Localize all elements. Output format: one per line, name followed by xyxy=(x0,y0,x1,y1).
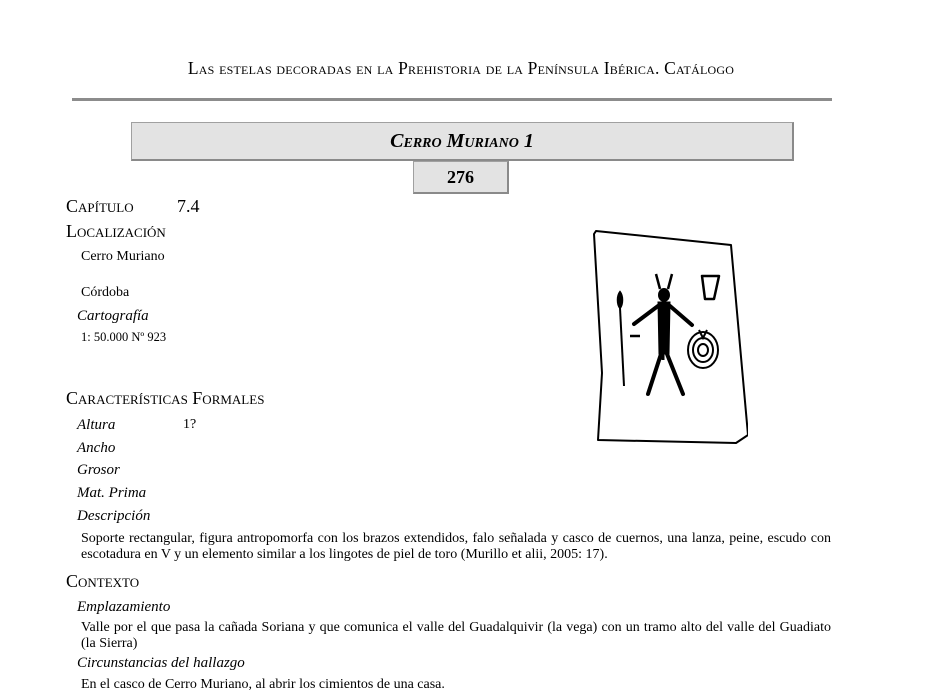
grosor-label: Grosor xyxy=(77,462,120,478)
descripcion-label: Descripción xyxy=(77,508,151,524)
circunstancias-text: En el casco de Cerro Muriano, al abrir los cimientos de una casa. xyxy=(81,677,445,692)
contexto-heading: Contexto xyxy=(66,571,140,591)
descripcion-text: Soporte rectangular, figura antropomorfa con los brazos extendidos, falo señalada y casco de cuernos, una lanza, peine, escudo con escotadura en V y un elemento similar a los lingotes de piel de toro (Murillo et alii, 2005: 17). xyxy=(81,531,831,562)
stele-title: Cerro Muriano 1 xyxy=(390,130,534,152)
caracteristicas-heading: Características Formales xyxy=(66,388,265,408)
stele-outline xyxy=(594,231,748,443)
altura-label: Altura xyxy=(77,417,116,433)
capitulo-label: Capítulo xyxy=(66,196,134,216)
emplazamiento-text: Valle por el que pasa la cañada Soriana y que comunica el valle del Guadalquivir (la vega) con un tramo alto del valle del Guadiato (la Sierra) xyxy=(81,620,831,651)
stele-drawing xyxy=(588,226,748,456)
shield-element xyxy=(688,330,718,368)
emplazamiento-label: Emplazamiento xyxy=(77,599,171,615)
circunstancias-label: Circunstancias del hallazgo xyxy=(77,655,245,671)
anthropomorphic-figure xyxy=(634,274,692,394)
catalog-number-box xyxy=(413,161,509,194)
header-rule xyxy=(72,98,832,101)
altura-value: 1? xyxy=(183,417,197,432)
cartografia-label: Cartografía xyxy=(77,308,149,324)
title-box xyxy=(131,122,794,161)
comb-element xyxy=(702,276,719,299)
catalog-number: 276 xyxy=(447,167,474,187)
localizacion-heading: Localización xyxy=(66,221,166,241)
running-header: Las estelas decoradas en la Prehistoria de la Península Ibérica. Catálogo xyxy=(187,58,735,78)
cartografia-value: 1: 50.000 Nº 923 xyxy=(81,330,167,344)
place-name: Cerro Muriano xyxy=(81,249,165,264)
spear xyxy=(618,292,624,386)
province-name: Córdoba xyxy=(81,285,130,300)
mat-prima-label: Mat. Prima xyxy=(77,485,147,501)
capitulo-value: 7.4 xyxy=(177,196,200,216)
ancho-label: Ancho xyxy=(77,440,116,456)
